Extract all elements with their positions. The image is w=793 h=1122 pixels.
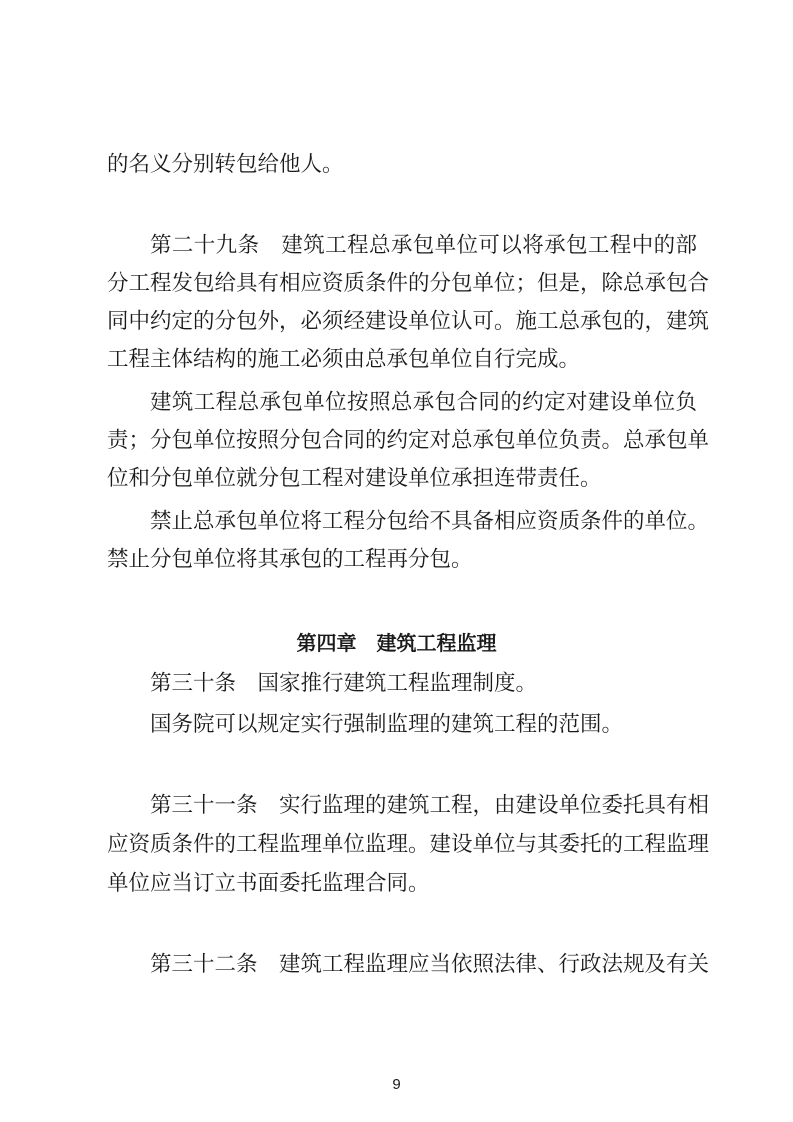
article-29-line-4: 工程主体结构的施工必须由总承包单位自行完成。 [107,347,581,372]
article-31-line-3: 单位应当订立书面委托监理合同。 [107,871,430,896]
article-29-para2-line-3: 位和分包单位就分包工程对建设单位承担连带责任。 [107,466,602,491]
chapter-title: 第四章 建筑工程监理 [296,631,497,655]
article-29-para3-line-1: 禁止总承包单位将工程分包给不具备相应资质条件的单位。 [150,509,710,534]
article-31-line-1: 第三十一条 实行监理的建筑工程，由建设单位委托具有相 [150,793,710,818]
article-29-para2-line-2: 责；分包单位按照分包合同的约定对总承包单位负责。总承包单 [107,428,710,453]
article-29-para3-line-2: 禁止分包单位将其承包的工程再分包。 [107,547,473,572]
article-29-line-3: 同中约定的分包外，必须经建设单位认可。施工总承包的，建筑 [107,309,710,334]
article-29-line-1: 第二十九条 建筑工程总承包单位可以将承包工程中的部 [150,233,697,258]
article-31-line-2: 应资质条件的工程监理单位监理。建设单位与其委托的工程监理 [107,832,710,857]
page-number: 9 [392,1076,401,1093]
article-30-line-1: 第三十条 国家推行建筑工程监理制度。 [150,671,538,696]
article-30-para2: 国务院可以规定实行强制监理的建筑工程的范围。 [150,712,624,737]
article-29-para2-line-1: 建筑工程总承包单位按照总承包合同的约定对建设单位负 [150,390,697,415]
article-29-line-2: 分工程发包给具有相应资质条件的分包单位；但是，除总承包合 [107,271,710,296]
continuation-line: 的名义分别转包给他人。 [107,152,344,177]
article-32-line-1: 第三十二条 建筑工程监理应当依照法律、行政法规及有关 [150,952,710,977]
